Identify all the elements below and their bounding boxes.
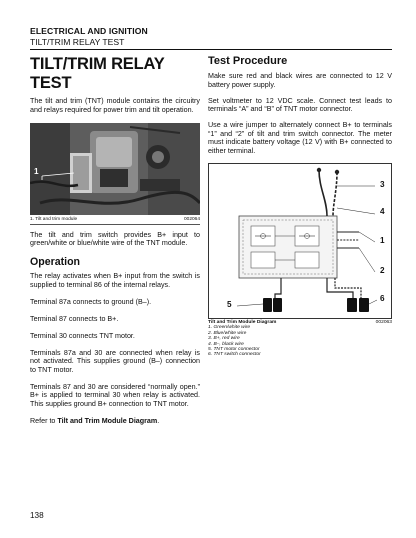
photo-caption: 1. Tilt and trim module	[30, 216, 78, 222]
legend-item: 4. B–, black wire	[208, 341, 244, 347]
page-number: 138	[30, 511, 44, 520]
operation-paragraph-2: Terminal 87a connects to ground (B–).	[30, 297, 152, 306]
legend-item: 5. TNT motor connector	[208, 347, 260, 353]
test-paragraph-3: Use a wire jumper to alternately connect B+ to terminals “1” and “2” of tilt and trim switch connector. The meter must indicate battery voltage (12 V) with B+ connected to either terminal.	[208, 121, 392, 155]
photo-caption-row	[30, 215, 200, 225]
page-header	[30, 26, 392, 47]
section-title: ELECTRICAL AND IGNITION	[30, 26, 148, 36]
wiring-diagram-illustration	[209, 164, 393, 320]
refer-prefix: Refer to	[30, 417, 58, 426]
refer-suffix: .	[157, 417, 160, 426]
diagram-title: Tilt and Trim Module Diagram	[208, 320, 277, 326]
tilt-trim-module-diagram	[208, 163, 392, 319]
test-procedure-heading: Test Procedure	[208, 55, 288, 67]
photo-callout-1: 1	[34, 166, 39, 176]
tnt-module-photo	[30, 123, 200, 215]
diagram-callout-1: 1	[380, 235, 385, 245]
operation-paragraph-5: Terminals 87a and 30 are connected when relay is not activated. This supplies ground (B–) connection to TNT motor.	[30, 348, 200, 374]
legend-item: 1. Green/white wire	[208, 325, 251, 331]
diagram-callout-4: 4	[380, 206, 385, 216]
operation-paragraph-1: The relay activates when B+ input from the switch is supplied to terminal 86 of the internal relays.	[30, 272, 200, 289]
diagram-figure-id: 002063	[375, 320, 392, 326]
subsection-title: TILT/TRIM RELAY TEST	[30, 37, 125, 47]
photo-figure-id: 002064	[183, 216, 200, 222]
operation-paragraph-3: Terminal 87 connects to B+.	[30, 314, 119, 323]
diagram-reference: Tilt and Trim Module Diagram	[57, 417, 158, 426]
refer-paragraph	[30, 417, 200, 426]
intro-paragraph: The tilt and trim (TNT) module contains the circuitry and relays required for power trim and tilt operation.	[30, 97, 200, 114]
engine-photo-illustration	[30, 123, 200, 215]
diagram-caption	[208, 320, 392, 357]
test-paragraph-2: Set voltmeter to 12 VDC scale. Connect test leads to terminals “A” and “B” of TNT motor connector.	[208, 96, 392, 114]
legend-item: 3. B+, red wire	[208, 336, 240, 342]
page-title: TILT/TRIM RELAY TEST	[30, 55, 165, 92]
diagram-legend	[208, 325, 392, 357]
diagram-callout-6: 6	[380, 293, 385, 303]
switch-paragraph: The tilt and trim switch provides B+ input to green/white or blue/white wire of the TNT module.	[30, 230, 200, 248]
diagram-callout-5: 5	[227, 299, 232, 309]
operation-paragraph-6: Terminals 87 and 30 are considered “normally open.” B+ is applied to terminal 30 when relay is activated. This supplies ground B+ connection to TNT motor.	[30, 382, 200, 409]
right-column	[208, 55, 392, 358]
diagram-callout-3: 3	[380, 179, 385, 189]
legend-item: 6. TNT switch connector	[208, 352, 261, 358]
operation-heading: Operation	[30, 256, 81, 269]
test-paragraph-1: Make sure red and black wires are connected to 12 V battery power supply.	[208, 72, 392, 89]
operation-paragraph-4: Terminal 30 connects TNT motor.	[30, 331, 135, 340]
header-divider	[30, 49, 392, 50]
diagram-callout-2: 2	[380, 265, 385, 275]
left-column	[30, 55, 200, 434]
legend-item: 2. Blue/white wire	[208, 330, 247, 336]
